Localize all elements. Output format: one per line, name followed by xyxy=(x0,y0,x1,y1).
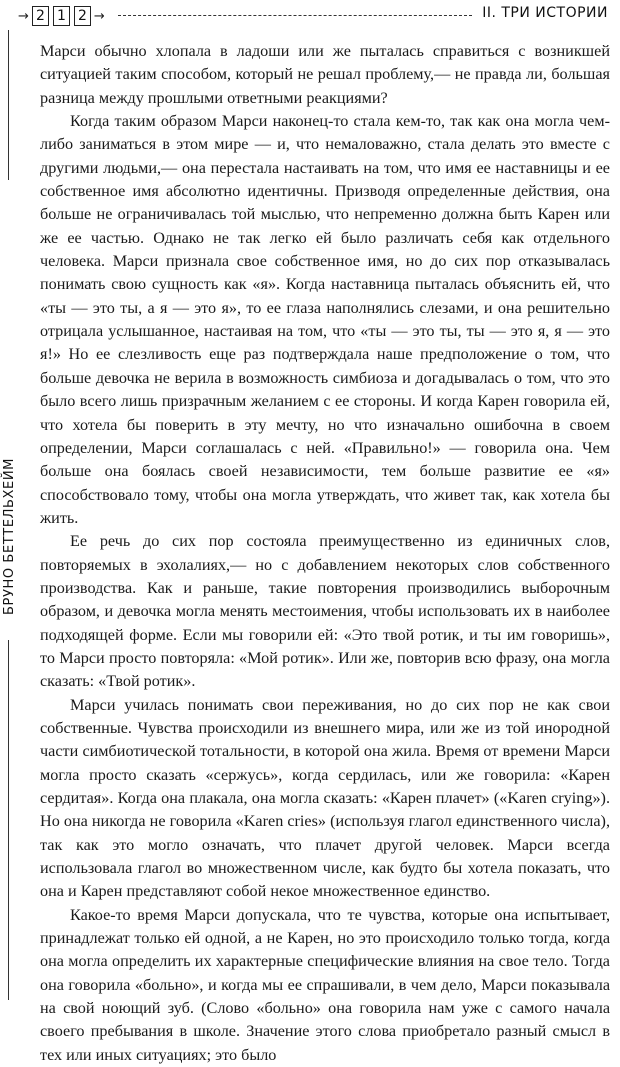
page-number xyxy=(18,6,105,26)
sidebar-divider xyxy=(8,30,9,180)
page-header xyxy=(0,0,620,30)
author-name: БРУНО БЕТТЕЛЬХЕЙМ xyxy=(2,457,17,615)
page-number-digit: 1 xyxy=(53,6,70,26)
paragraph: Марси училась понимать свои переживания, но до сих пор не как свои собственные. Чувства происходили из внешнего мира, или же из той инородной части симбиотической тотальности, в которой она жила. Время от времени Марси могла просто сказать «сержусь», когда сердилась, или же говорила: «Карен сердитая». Когда она плакала, она могла сказать: «Карен плачет» («Karen crying»). Но она никогда не говорила «Karen cries» (используя глагол единственного числа), так как это могло означать, что плачет другой человек. Марси всегда использовала глагол во множественном числе, как будто бы хотела показать, что она и Карен представляют собой некое множественное единство. xyxy=(40,695,610,901)
page-number-digit: 2 xyxy=(74,6,91,26)
paragraph: Ее речь до сих пор состояла преимущественно из единичных слов, повторяемых в эхолалиях,— но с добавлением некоторых слов собственного производства. Как и раньше, такие повторения производились выборочным образом, и девочка могла менять местоимения, чтобы использовать их в наиболее подходящей форме. Если мы говорили ей: «Это твой ротик, и ты им говоришь», то Марси просто повторяла: «Мой ротик». Или же, повторив всю фразу, она могла сказать: «Твой ротик». xyxy=(40,532,610,691)
section-title: II. ТРИ ИСТОРИИ xyxy=(482,5,608,21)
page-number-digit: 2 xyxy=(32,6,49,26)
sidebar-divider xyxy=(8,640,9,1000)
body-text xyxy=(40,40,610,1067)
arrow-right-icon: → xyxy=(18,8,29,24)
header-divider xyxy=(118,15,472,16)
paragraph: Марси обычно хлопала в ладоши или же пыталась справиться с возникшей ситуацией таким способом, который не решал проблему,— не правда ли, большая разница между прошлыми ответными реакциями? xyxy=(40,42,610,107)
paragraph: Когда таким образом Марси наконец-то стала кем-то, так как она могла чем-либо заниматься в этом мире — и, что немаловажно, стала делать это вместе с другими людьми,— она перестала настаивать на том, что имя ее наставницы и ее собственное имя абсолютно идентичны. Призводя определенные действия, она больше не ограничивалась той мыслью, что непременно должна быть Карен или же ее частью. Однако не так легко ей было различать себя как отдельного человека. Марси признала свое собственное имя, но до сих пор отказывалась понимать свою сущность как «я». Когда наставница пыталась объяснить ей, что «ты — это ты, а я — это я», то ее глаза наполнялись слезами, и она решительно отрицала услышанное, настаивая на том, что «ты — это ты, ты — это я, я — это я!» Но ее слезливость еще раз подтверждала наше предположение о том, что больше девочка не верила в возможность симбиоза и догадывалась о том, что это было всего лишь призрачным желанием с ее стороны. И когда Карен говорила ей, что хотела бы поверить в эту мечту, но что изначально ошибочна в своем определении, Марси соглашалась с ней. «Правильно!» — говорила она. Чем больше она боялась своей независимости, тем больше развитие ее «я» способствовало тому, чтобы она могла утверждать, что живет так, как хотела бы жить. xyxy=(40,112,610,527)
arrow-right-icon: → xyxy=(93,8,105,24)
paragraph: Какое-то время Марси допускала, что те чувства, которые она испытывает, принадлежат только ей одной, а не Карен, но это происходило только тогда, когда она могла определить их характерные специфические влияния на свое тело. Тогда она говорила «больно», и когда мы ее спрашивали, в чем дело, Марси показывала на свой ноющий зуб. (Слово «больно» она говорила нам уже с самого начала своего пребывания в школе. Значение этого слова приобретало разный смысл в тех или иных ситуациях; это было xyxy=(40,905,610,1064)
